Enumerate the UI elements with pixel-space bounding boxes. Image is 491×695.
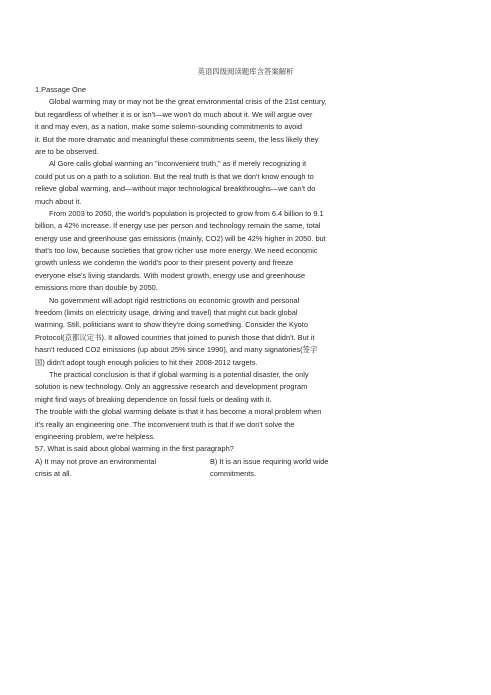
question-options [35,456,375,481]
text-line: No government will adopt rigid restrictions on economic growth and personal [49,295,300,305]
text-line: it and may even, as a nation, make some solemn-sounding commitments to avoid [35,122,303,132]
text-line: are to be observed. [35,146,99,156]
text-line: The trouble with the global warming debate is that it has become a moral problem when [35,407,322,417]
text-line: billion, a 42% increase. If energy use per person and technology remain the same, total [35,221,321,231]
text-line: From 2003 to 2050, the world's population is projected to grow from 6.4 billion to 9.1 [49,208,324,218]
option-b [210,456,328,481]
text-line: it. But the more dramatic and meaningful these commitments seem, the less likely they [35,134,319,144]
text-line: energy use and greenhouse gas emissions (mainly, CO2) will be 42% higher in 2050. but [35,233,326,243]
text-line: Al Gore calls global warming an "inconvenient truth," as if merely recognizing it [49,159,307,169]
text-line: emissions more than double by 2050. [35,283,158,293]
text-line: that's too low, because societies that grow richer use more energy. We need economic [35,246,318,256]
text-line: Global warming may or may not be the great environmental crisis of the 21st century, [49,97,327,107]
text-line: The practical conclusion is that if global warming is a potential disaster, the only [49,369,309,379]
option-a-line-1: A) It may not prove an environmental [35,456,157,466]
page-title: 英语四级阅读题库含答案解析 [197,67,294,76]
text-line: Protocol(京都议定书). It allowed countries that joined to punish those that didn't. But it [35,332,315,342]
text-line: could put us on a path to a solution. But the real truth is that we don't know enough to [35,171,314,181]
text-line: it's really an engineering one. The inconvenient truth is that if we don't solve the [35,419,295,429]
text-line: 57. What is said about global warming in the first paragraph? [35,444,234,454]
option-b-line-1: B) It is an issue requiring world wide [210,456,329,466]
text-line: relieve global warming, and—without major technological breakthroughs—we can't do [35,184,316,194]
passage-lines [35,96,375,455]
text-line: but regardless of whether it is or isn't—we won't do much about it. We will argue over [35,109,313,119]
text-line: solution is new technology. Only an aggressive research and development program [35,382,308,392]
text-line: engineering problem, we're helpless. [35,431,156,441]
text-line: hasn't reduced CO2 emissions (up about 25% since 1990), and many signatories(签字 [35,345,318,355]
text-line: everyone else's living standards. With modest growth, energy use and greenhouse [35,270,306,280]
text-line: might find ways of breaking dependence on fossil fuels or dealing with it. [35,394,272,404]
text-line: growth unless we condemn the world's poor to their present poverty and freeze [35,258,294,268]
option-a-line-2: crisis at all. [35,469,72,479]
text-line: warming. Still, politicians want to show they're doing something. Consider the Kyoto [35,320,308,330]
passage-heading: 1.Passage One [35,85,86,94]
option-b-line-2: commitments. [210,469,256,479]
text-line: freedom (limits on electricity usage, driving and travel) that might cut back global [35,308,298,318]
passage-body [35,84,375,481]
option-a [35,456,156,481]
text-line: 国) didn't adopt tough enough policies to hit their 2008-2012 targets. [35,357,258,367]
text-line: much about it. [35,196,82,206]
